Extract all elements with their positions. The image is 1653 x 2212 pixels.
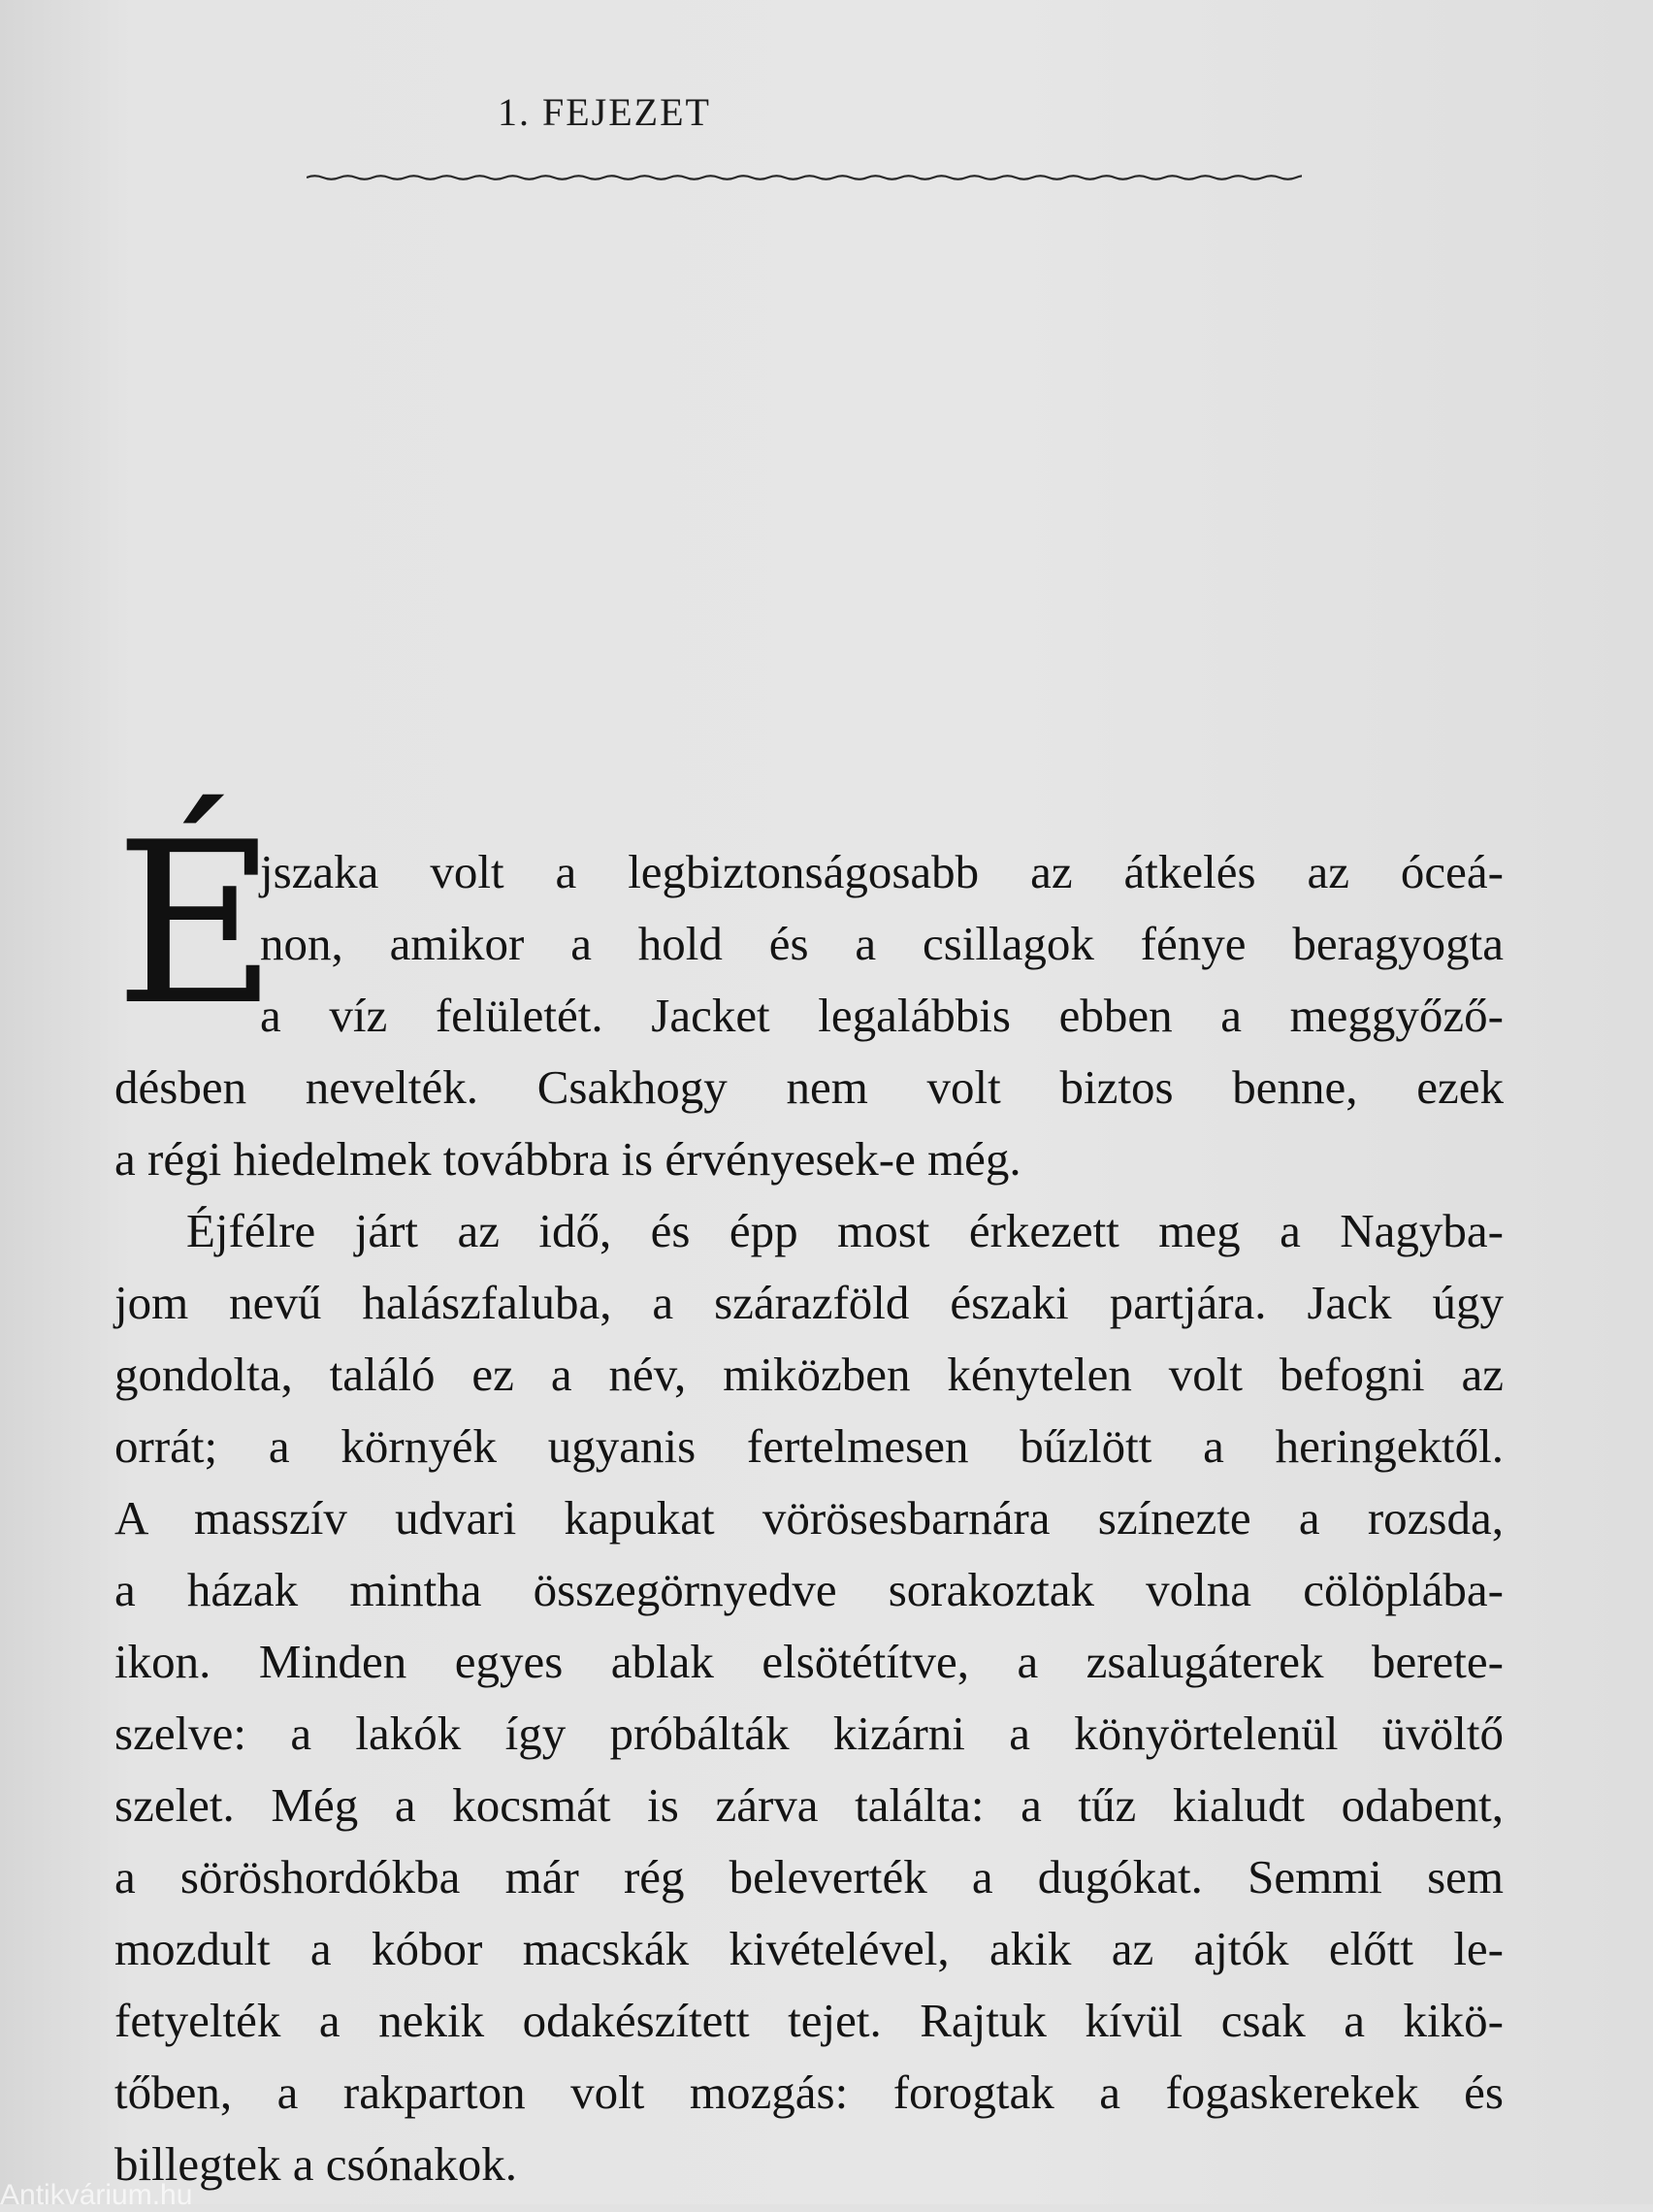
body-text: [114, 0, 1504, 2204]
text-line: billegtek a csónakok.: [114, 2137, 518, 2191]
text-line: a házak mintha összegörnyedve sorakoztak volna cölöplába-: [114, 1563, 1504, 1616]
text-line: a régi hiedelmek továbbra is érvényesek-e még.: [114, 1132, 1021, 1186]
text-line: tőben, a rakparton volt mozgás: forogtak a fogaskerekek és: [114, 2066, 1504, 2119]
text-line: désben nevelték. Csakhogy nem volt biztos benne, ezek: [114, 1060, 1504, 1114]
chapter-title: 1. FEJEZET: [498, 90, 711, 134]
text-line: mozdult a kóbor macskák kivételével, akik az ajtók előtt le-: [114, 1922, 1504, 1975]
text-line: a söröshordókba már rég beleverték a dugókat. Semmi sem: [114, 1850, 1504, 1903]
text-line: jom nevű halászfaluba, a szárazföld északi partjára. Jack úgy: [114, 1276, 1504, 1329]
watermark: Antikvárium.hu: [0, 2179, 193, 2211]
text-line: orrát; a környék ugyanis fertelmesen bűzlött a heringektől.: [114, 1419, 1504, 1473]
text-line: a víz felületét. Jacket legalábbis ebben a meggyőző-: [260, 989, 1504, 1042]
text-line: Éjfélre járt az idő, és épp most érkezett meg a Nagyba-: [186, 1204, 1504, 1257]
text-line: fetyelték a nekik odakészített tejet. Rajtuk kívül csak a kikö-: [114, 1994, 1504, 2047]
text-line: gondolta, találó ez a név, miközben kénytelen volt befogni az: [114, 1348, 1504, 1401]
text-line: ikon. Minden egyes ablak elsötétítve, a zsalugáterek berete-: [114, 1635, 1504, 1688]
text-line: szelet. Még a kocsmát is zárva találta: a tűz kialudt odabent,: [114, 1778, 1504, 1832]
text-line: szelve: a lakók így próbálták kizárni a könyörtelenül üvöltő: [114, 1707, 1504, 1760]
drop-cap: É: [114, 796, 277, 1055]
text-line: jszaka volt a legbiztonságosabb az átkelés az óceá-: [260, 845, 1504, 898]
text-line: non, amikor a hold és a csillagok fénye beragyogta: [260, 917, 1504, 970]
text-line: A masszív udvari kapukat vörösesbarnára színezte a rozsda,: [114, 1491, 1504, 1545]
